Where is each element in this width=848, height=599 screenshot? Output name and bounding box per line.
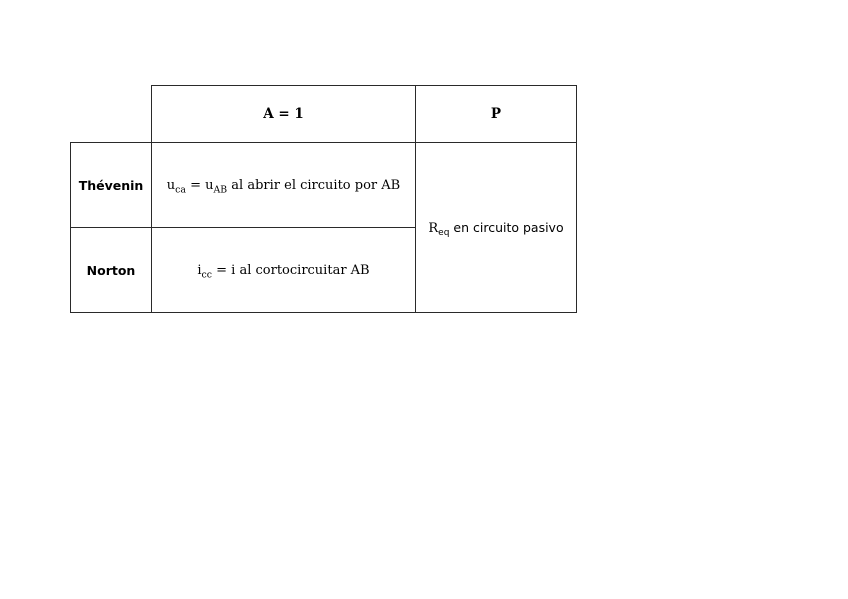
thevenin-formula-cell	[152, 143, 416, 228]
norton-var-subscript: cc	[201, 268, 213, 280]
thevenin-norton-table	[70, 85, 577, 313]
thevenin-description: al abrir el circuito por AB	[227, 177, 401, 193]
norton-formula-cell	[152, 228, 416, 313]
row-label-thevenin: Thévenin	[71, 143, 152, 228]
thevenin-var2-subscript: AB	[213, 183, 228, 195]
corner-cell	[71, 86, 152, 143]
p-cell-req	[416, 143, 577, 313]
norton-var: i	[197, 262, 202, 278]
header-a-equals-1: A = 1	[152, 86, 416, 143]
header-p: P	[416, 86, 577, 143]
norton-description: = i al cortocircuitar AB	[212, 262, 370, 278]
req-var-subscript: eq	[438, 227, 450, 238]
thevenin-equals: =	[185, 177, 206, 193]
req-description: en circuito pasivo	[449, 219, 564, 235]
thevenin-var2: u	[205, 177, 214, 193]
table-header-row	[71, 86, 577, 143]
thevenin-var: u	[166, 177, 176, 193]
thevenin-var-subscript: ca	[175, 183, 186, 195]
req-var: R	[428, 220, 439, 236]
table-row-thevenin	[71, 143, 577, 228]
row-label-norton: Norton	[71, 228, 152, 313]
